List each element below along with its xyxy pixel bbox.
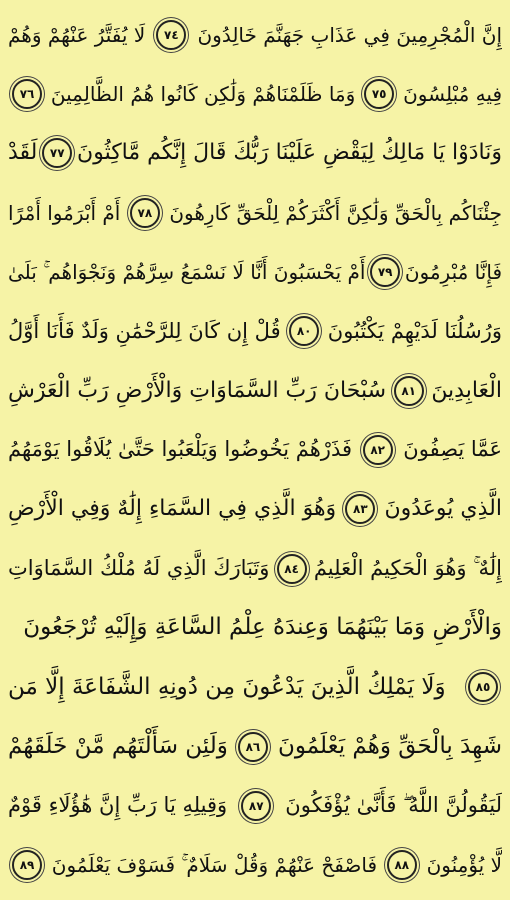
verse-text: قُلْ إِن كَانَ لِلرَّحْمَٰنِ وَلَدٌ فَأَنَا أَوَّلُ [8,318,281,343]
verse-text: وَمَا ظَلَمْنَاهُمْ وَلَٰكِن كَانُوا هُمُ الظَّالِمِينَ [50,81,356,106]
verse-text: عَمَّا يَصِفُونَ [403,437,502,462]
ayah-number-marker[interactable]: ٨٣ [345,494,375,524]
verse-text: إِلَٰهٌ ۚ وَهُوَ الْحَكِيمُ الْعَلِيمُ [313,556,502,581]
verse-text: لَيَقُولُنَّ اللَّهُ ۖ فَأَنَّىٰ يُؤْفَكُونَ [285,793,502,818]
verse-line [8,659,502,716]
verse-text: لَّا يُؤْمِنُونَ [426,853,502,878]
ayah-number-marker[interactable]: ٨٩ [12,850,42,880]
verse-lines [8,6,502,894]
ayah-number-marker[interactable]: ٨٨ [387,850,417,880]
verse-text: الَّذِي يُوعَدُونَ [384,496,502,522]
verse-text: فَذَرْهُمْ يَخُوضُوا وَيَلْعَبُوا حَتَّىٰ يُلَاقُوا يَوْمَهُمُ [8,437,353,462]
verse-text: وَهُوَ الَّذِي فِي السَّمَاءِ إِلَٰهٌ وَفِي الْأَرْضِ [8,496,337,522]
verse-line [8,837,502,894]
verse-line [8,65,502,122]
ayah-number-marker[interactable]: ٨٢ [363,435,393,465]
verse-text: لَقَدْ [8,140,38,166]
verse-line [8,243,502,300]
verse-text: الْعَابِدِينَ [431,377,502,403]
verse-text: إِنَّ الْمُجْرِمِينَ فِي عَذَابِ جَهَنَّمَ خَالِدُونَ [197,22,502,47]
ayah-number-marker[interactable]: ٨٦ [238,732,268,762]
verse-line [8,184,502,241]
verse-line [8,303,502,360]
ayah-number-marker[interactable]: ٨٠ [289,316,319,346]
verse-text: لَا يُفَتَّرُ عَنْهُمْ وَهُمْ [8,22,146,47]
verse-text: فَاصْفَحْ عَنْهُمْ وَقُلْ سَلَامٌ ۚ فَسَوْفَ يَعْلَمُونَ [51,853,378,878]
ayah-number-marker[interactable]: ٧٦ [12,79,42,109]
ayah-number-marker[interactable]: ٧٤ [156,20,186,50]
ayah-number-marker[interactable]: ٧٨ [130,198,160,228]
verse-line [8,777,502,834]
verse-text: وَقِيلِهِ يَا رَبِّ إِنَّ هَٰؤُلَاءِ قَوْمٌ [8,793,228,818]
verse-line [8,6,502,63]
verse-text: وَنَادَوْا يَا مَالِكُ لِيَقْضِ عَلَيْنَا رَبُّكَ قَالَ إِنَّكُم مَّاكِثُونَ [77,140,502,166]
ayah-number-marker[interactable]: ٧٧ [42,138,72,168]
verse-line [8,421,502,478]
ayah-number-marker[interactable]: ٧٩ [370,257,400,287]
ayah-number-marker[interactable]: ٨٥ [468,672,498,702]
verse-text: فِيهِ مُبْلِسُونَ [403,81,502,106]
verse-text: أَمْ يَحْسَبُونَ أَنَّا لَا نَسْمَعُ سِرَّهُمْ وَنَجْوَاهُم ۚ بَلَىٰ [8,259,366,284]
verse-line [8,125,502,182]
ayah-number-marker[interactable]: ٨٧ [241,791,271,821]
verse-line [8,362,502,419]
verse-text: وَتَبَارَكَ الَّذِي لَهُ مُلْكُ السَّمَاوَاتِ [8,556,270,581]
verse-line [8,481,502,538]
ayah-number-marker[interactable]: ٨١ [394,376,424,406]
verse-text: شَهِدَ بِالْحَقِّ وَهُمْ يَعْلَمُونَ [277,733,502,760]
verse-line [8,718,502,775]
verse-text: وَلَئِن سَأَلْتَهُم مَّنْ خَلَقَهُمْ [8,733,228,760]
ayah-number-marker[interactable]: ٧٥ [364,79,394,109]
verse-text: أَمْ أَبْرَمُوا أَمْرًا [8,200,121,225]
verse-text: سُبْحَانَ رَبِّ السَّمَاوَاتِ وَالْأَرْضِ رَبِّ الْعَرْشِ [8,377,387,403]
verse-text: جِئْنَاكُم بِالْحَقِّ وَلَٰكِنَّ أَكْثَرَكُمْ لِلْحَقِّ كَارِهُونَ [169,200,502,225]
ayah-number-marker[interactable]: ٨٤ [277,554,307,584]
verse-line [8,540,502,597]
verse-line [8,599,502,656]
verse-text: وَالْأَرْضِ وَمَا بَيْنَهُمَا وَعِندَهُ عِلْمُ السَّاعَةِ وَإِلَيْهِ تُرْجَعُونَ [23,614,502,641]
verse-text: وَرُسُلُنَا لَدَيْهِمْ يَكْتُبُونَ [327,318,502,343]
verse-text: وَلَا يَمْلِكُ الَّذِينَ يَدْعُونَ مِن دُونِهِ الشَّفَاعَةَ إِلَّا مَن [8,673,446,700]
verse-text: فَإِنَّا مُبْرِمُونَ [404,259,502,284]
